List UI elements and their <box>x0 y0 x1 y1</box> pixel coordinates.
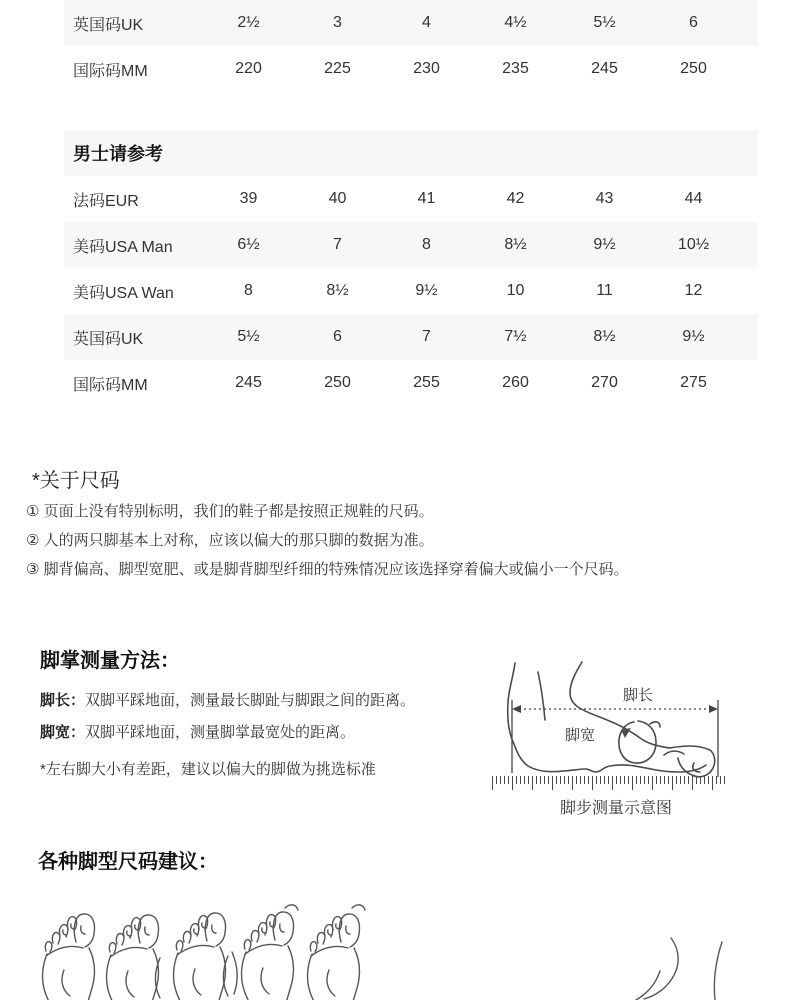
size-cell: 10½ <box>677 236 710 253</box>
foot-types-heading: 各种脚型尺码建议： <box>38 851 218 873</box>
size-cell: 5½ <box>237 328 260 345</box>
size-cell: 260 <box>502 374 529 391</box>
table-row <box>64 314 758 360</box>
measure-footnote: *左右脚大小有差距，建议以偏大的脚做为挑选标准 <box>40 761 376 778</box>
foot-side-view-art <box>488 638 744 818</box>
foot-length-label: 脚长 <box>622 687 654 704</box>
table-row <box>64 360 758 406</box>
arrow-right-icon <box>709 705 718 713</box>
ruler-illustration <box>492 776 726 790</box>
foot-sole-1 <box>43 914 95 1000</box>
foot-width-label: 脚宽 <box>564 727 596 744</box>
table-row <box>64 0 758 46</box>
men-table-header: 男士请参考 <box>64 130 758 176</box>
size-cell: 230 <box>413 60 440 77</box>
foot-sole-2 <box>107 915 159 1000</box>
arrow-left-icon <box>512 705 521 713</box>
row-label: 英国码UK <box>73 16 144 34</box>
size-cell: 12 <box>684 282 703 299</box>
toe-accent-line <box>285 905 298 910</box>
diagram-caption: 脚步测量示意图 <box>559 800 672 817</box>
size-cell: 8 <box>244 282 253 299</box>
size-cell: 250 <box>680 60 707 77</box>
partial-art-curve <box>636 971 660 1000</box>
foot-sole-illustrations <box>0 900 790 1000</box>
size-cell: 10 <box>506 282 525 299</box>
size-cell: 245 <box>235 374 262 391</box>
size-cell: 44 <box>684 190 703 207</box>
measure-line-width <box>40 721 355 742</box>
toe-accent-line <box>352 905 365 910</box>
table-row <box>64 176 758 222</box>
measure-desc-width: 双脚平踩地面，测量脚掌最宽处的距离。 <box>85 724 356 741</box>
size-notes <box>26 470 629 580</box>
ruler-tall-ticks <box>492 776 726 790</box>
row-label: 美码USA Wan <box>73 284 174 302</box>
size-cell: 8½ <box>504 236 527 253</box>
size-cell: 42 <box>506 190 525 207</box>
size-note-item: ① 页面上没有特别标明，我们的鞋子都是按照正规鞋的尺码。 <box>26 503 434 520</box>
table-row <box>64 268 758 314</box>
size-cell: 8 <box>422 236 431 253</box>
size-cell: 40 <box>328 190 347 207</box>
size-cell: 7½ <box>504 328 527 345</box>
size-table-women <box>64 0 758 92</box>
size-cell: 245 <box>591 60 618 77</box>
size-cell: 255 <box>413 374 440 391</box>
row-label: 国际码MM <box>73 62 148 80</box>
row-label: 美码USA Man <box>73 238 173 256</box>
measure-line-length <box>40 689 415 710</box>
size-cell: 7 <box>422 328 431 345</box>
measure-term-width: 脚宽： <box>40 724 86 741</box>
size-cell: 6 <box>689 14 698 31</box>
size-note-item: ③ 脚背偏高、脚型宽肥、或是脚背脚型纤细的特殊情况应该选择穿着偏大或偏小一个尺码。 <box>26 561 629 578</box>
size-cell: 39 <box>239 190 258 207</box>
size-cell: 9½ <box>682 328 705 345</box>
size-cell: 6½ <box>237 236 260 253</box>
measure-method-heading: 脚掌测量方法： <box>40 650 180 672</box>
size-cell: 11 <box>596 282 613 299</box>
size-cell: 220 <box>235 60 262 77</box>
size-cell: 2½ <box>237 14 260 31</box>
foot-measure-diagram <box>488 638 744 818</box>
size-cell: 9½ <box>593 236 616 253</box>
size-cell: 3 <box>333 14 342 31</box>
foot-sole-3 <box>174 913 226 1000</box>
foot-sole-5 <box>308 914 360 1000</box>
size-cell: 6 <box>333 328 342 345</box>
partial-art-curve <box>714 942 722 1000</box>
size-cell: 5½ <box>593 14 616 31</box>
table-row <box>64 46 758 92</box>
measure-term-length: 脚长： <box>40 692 86 709</box>
size-cell: 8½ <box>593 328 616 345</box>
size-cell: 225 <box>324 60 351 77</box>
row-label: 国际码MM <box>73 376 148 394</box>
size-cell: 270 <box>591 374 618 391</box>
size-cell: 4 <box>422 14 431 31</box>
table-row <box>64 222 758 268</box>
size-note-item: ② 人的两只脚基本上对称，应该以偏大的那只脚的数据为准。 <box>26 532 434 549</box>
foot-sole-4 <box>242 912 294 1000</box>
row-label: 英国码UK <box>73 330 144 348</box>
size-cell: 4½ <box>504 14 527 31</box>
size-cell: 43 <box>595 190 614 207</box>
size-cell: 7 <box>333 236 342 253</box>
row-label: 法码EUR <box>73 192 139 210</box>
size-cell: 9½ <box>415 282 438 299</box>
size-cell: 250 <box>324 374 351 391</box>
width-accent-line <box>232 952 237 994</box>
measure-desc-length: 双脚平踩地面，测量最长脚趾与脚跟之间的距离。 <box>85 692 416 709</box>
size-cell: 8½ <box>326 282 349 299</box>
size-cell: 41 <box>417 190 436 207</box>
size-cell: 235 <box>502 60 529 77</box>
size-cell: 275 <box>680 374 707 391</box>
size-table-men <box>64 130 758 406</box>
size-notes-title: *关于尺码 <box>32 470 120 492</box>
